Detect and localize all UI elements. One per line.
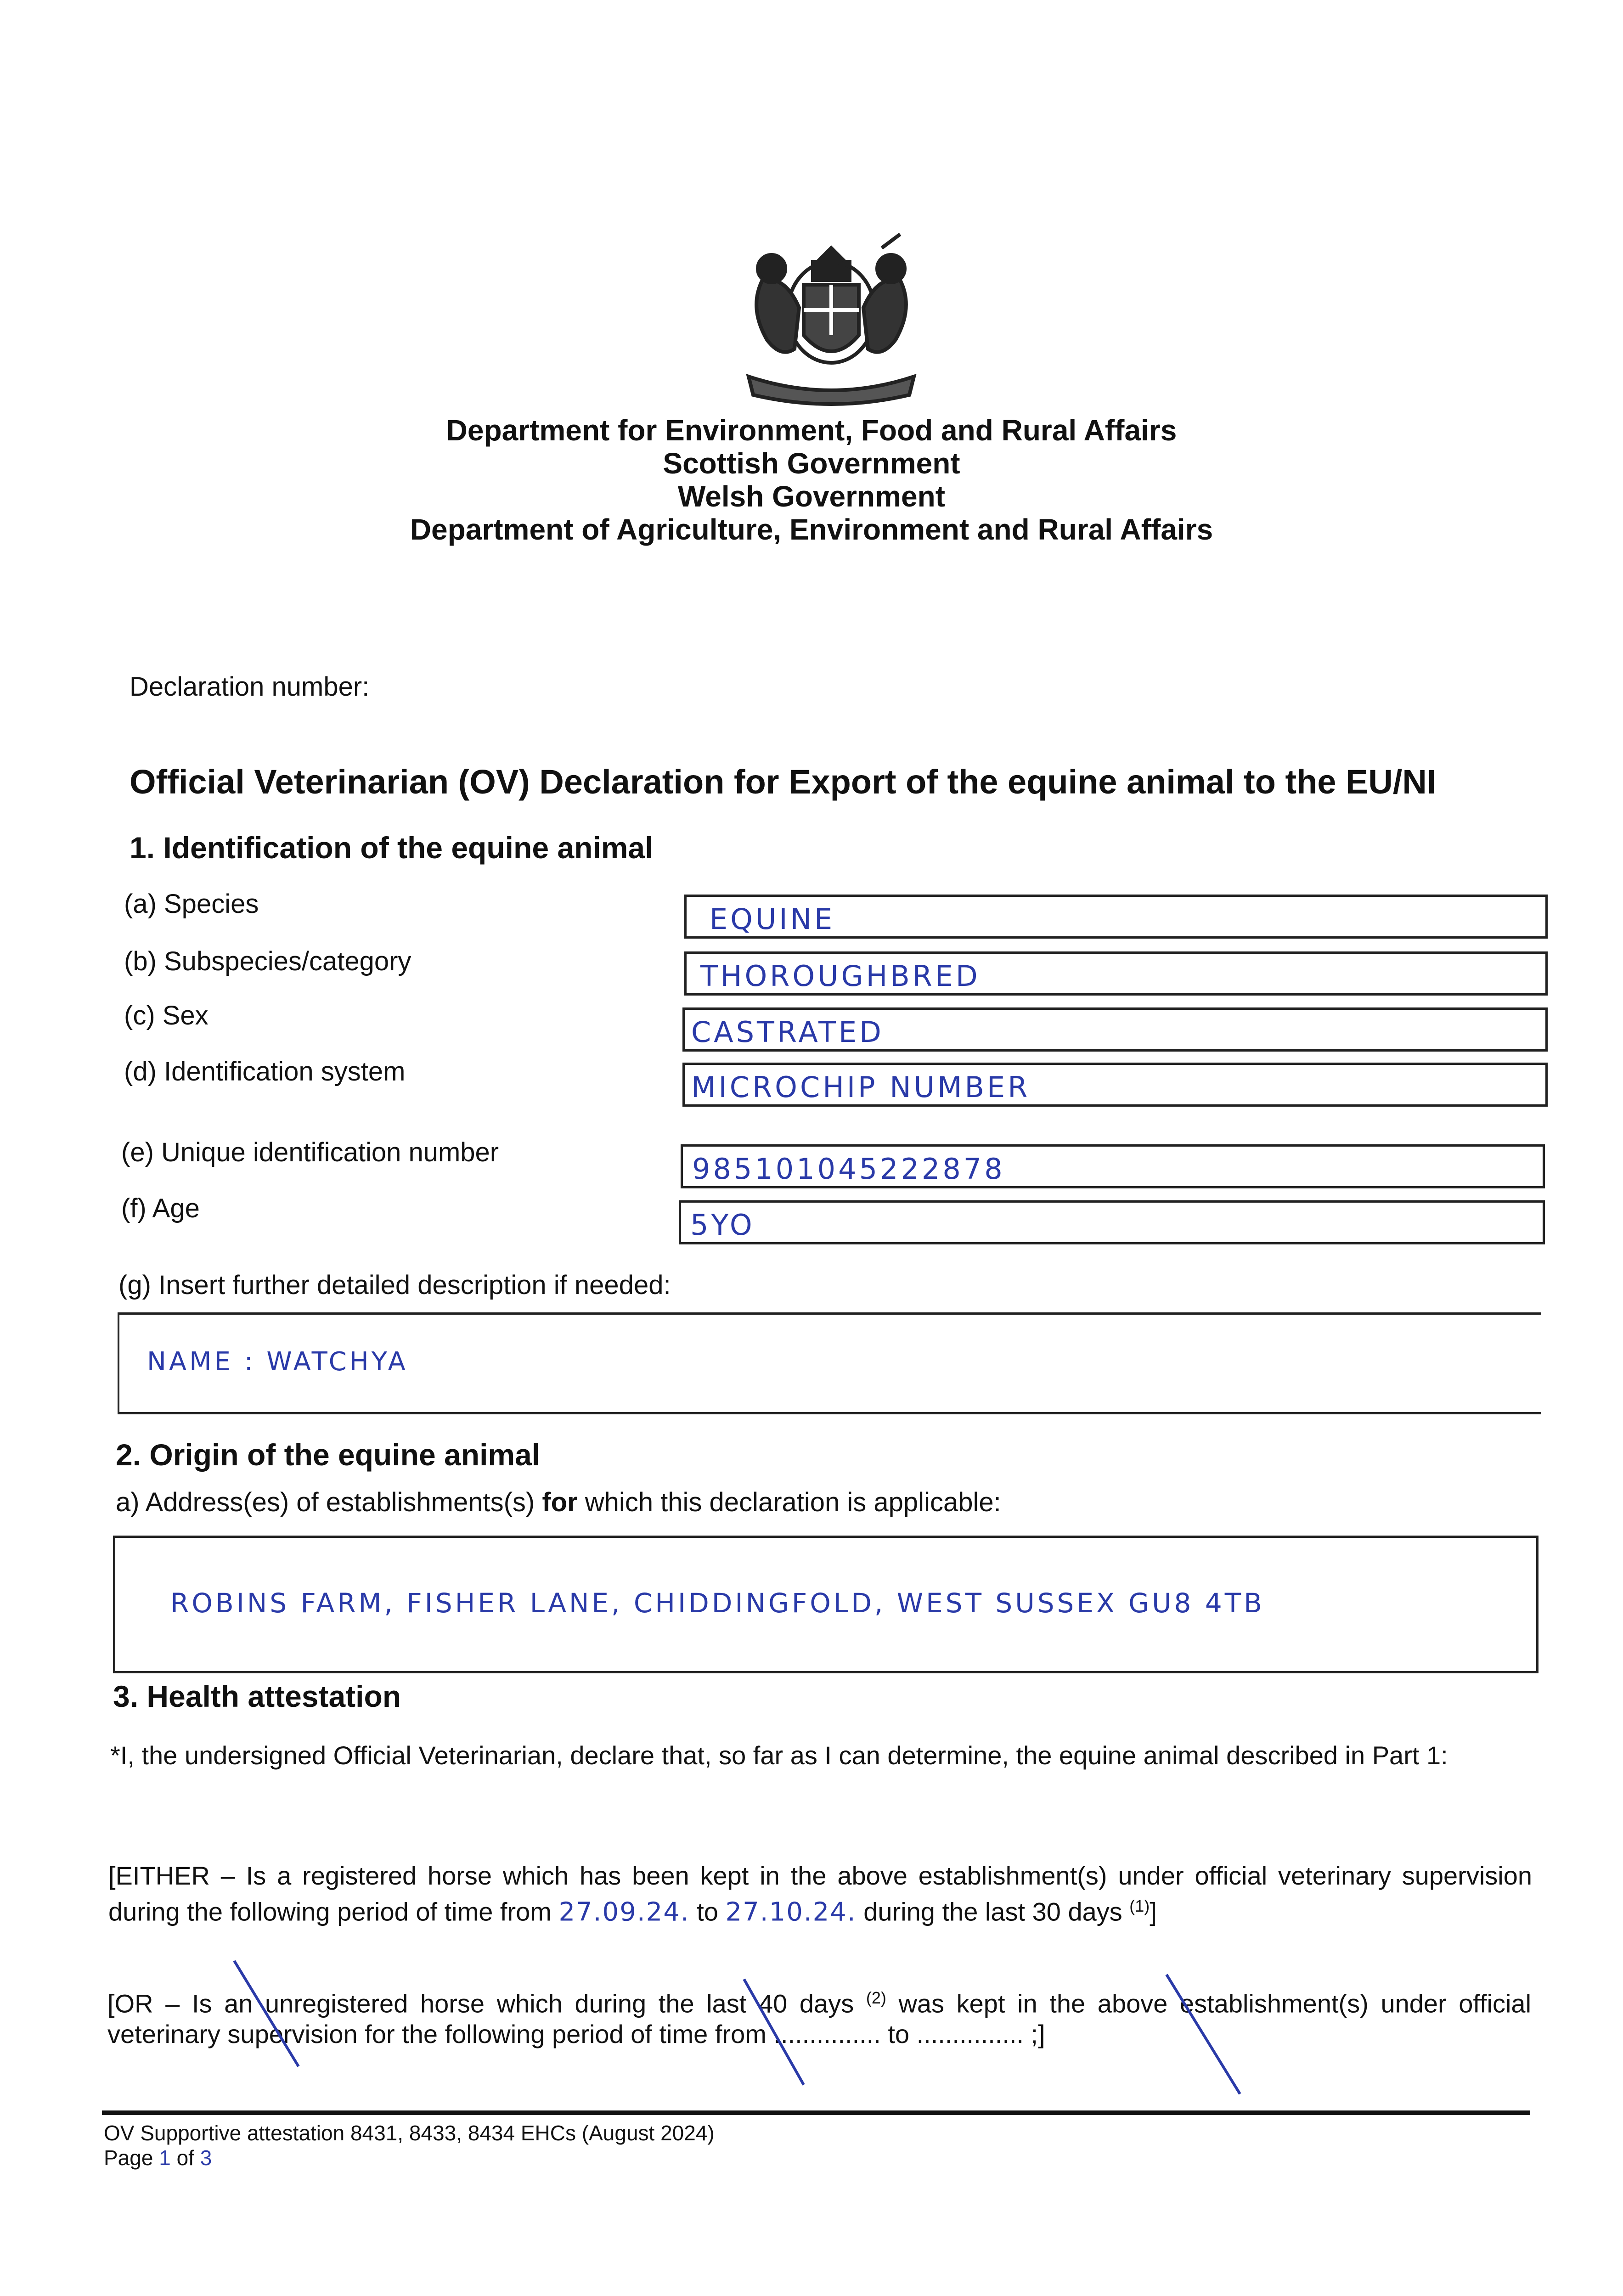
footer-page-number	[104, 2145, 212, 2170]
age-field[interactable]	[679, 1200, 1545, 1244]
establishment-label-part-a: a) Address(es) of establishments(s)	[116, 1487, 542, 1517]
establishment-label-for: for	[542, 1487, 578, 1517]
royal-crest-icon	[730, 230, 932, 409]
unique-id-field[interactable]	[681, 1144, 1545, 1188]
or-clause-rest: was kept in the above establishment(s) under official veterinary supervision for the following period of time from ............... to ............... ;]	[107, 1989, 1532, 2048]
id-system-value: MICROCHIP NUMBER	[691, 1070, 1031, 1104]
subspecies-field[interactable]	[684, 951, 1548, 996]
dept-welsh-government: Welsh Government	[677, 480, 946, 513]
subspecies-label: (b) Subspecies/category	[124, 946, 411, 976]
page-current: 1	[159, 2146, 171, 2170]
dept-daera: Department of Agriculture, Environment and Rural Affairs	[410, 513, 1213, 546]
page-prefix: Page	[104, 2146, 159, 2170]
subspecies-value: THOROUGHBRED	[700, 959, 981, 993]
section2-heading: 2. Origin of the equine animal	[116, 1438, 541, 1472]
establishment-address-value: ROBINS FARM, FISHER LANE, CHIDDINGFOLD, WEST SUSSEX GU8 4TB	[170, 1587, 1265, 1619]
unique-id-label: (e) Unique identification number	[121, 1137, 499, 1167]
establishment-address-field[interactable]	[113, 1536, 1538, 1673]
footer-attestation-ref: OV Supportive attestation 8431, 8433, 8434 EHCs (August 2024)	[104, 2121, 715, 2145]
either-to-word: to	[689, 1897, 726, 1926]
either-clause-end: ]	[1150, 1897, 1157, 1926]
age-value: 5YO	[690, 1208, 755, 1242]
sex-field[interactable]	[682, 1007, 1548, 1052]
species-label: (a) Species	[124, 889, 259, 919]
further-description-label: (g) Insert further detailed description if needed:	[118, 1270, 671, 1300]
species-value: EQUINE	[710, 902, 835, 936]
declaration-number-label: Declaration number:	[130, 672, 370, 702]
further-description-field[interactable]	[118, 1312, 1541, 1414]
further-description-value: NAME : WATCHYA	[147, 1347, 408, 1377]
sex-label: (c) Sex	[124, 1001, 209, 1030]
dept-scottish-government: Scottish Government	[663, 447, 960, 480]
page-of: of	[170, 2146, 200, 2170]
age-label: (f) Age	[121, 1193, 200, 1223]
either-period-text: during the last 30 days	[856, 1897, 1130, 1926]
establishment-address-label	[116, 1487, 1001, 1518]
id-system-label: (d) Identification system	[124, 1057, 406, 1086]
or-clause	[107, 1983, 1531, 2049]
dept-defra: Department for Environment, Food and Rural Affairs	[446, 414, 1177, 447]
id-system-field[interactable]	[682, 1063, 1548, 1107]
establishment-label-part-c: which this declaration is applicable:	[577, 1487, 1001, 1517]
page-total: 3	[200, 2146, 212, 2170]
health-attestation-intro: *I, the undersigned Official Veterinarian, declare that, so far as I can determine, the equine animal described in Part 1:	[110, 1741, 1448, 1770]
section3-heading: 3. Health attestation	[113, 1679, 401, 1713]
footer-divider	[102, 2110, 1530, 2115]
either-to-date: 27.10.24.	[725, 1897, 857, 1927]
or-footnote-ref: (2)	[866, 1988, 886, 2007]
or-clause-text: [OR – Is an unregistered horse which during the last 40 days	[107, 1989, 866, 2018]
section1-heading: 1. Identification of the equine animal	[130, 831, 654, 865]
page-title: Official Veterinarian (OV) Declaration for Export of the equine animal to the EU/NI	[130, 763, 1437, 801]
unique-id-value: 985101045222878	[692, 1152, 1005, 1186]
species-field[interactable]	[684, 895, 1548, 939]
either-clause	[108, 1861, 1532, 1928]
either-from-date: 27.09.24.	[558, 1897, 690, 1927]
sex-value: CASTRATED	[691, 1015, 884, 1049]
either-footnote-ref: (1)	[1129, 1896, 1150, 1915]
either-clause-text: [EITHER – Is a registered horse which has been kept in the above establishment(s) under official veterinary supervision during the following period of time from	[108, 1861, 1532, 1926]
